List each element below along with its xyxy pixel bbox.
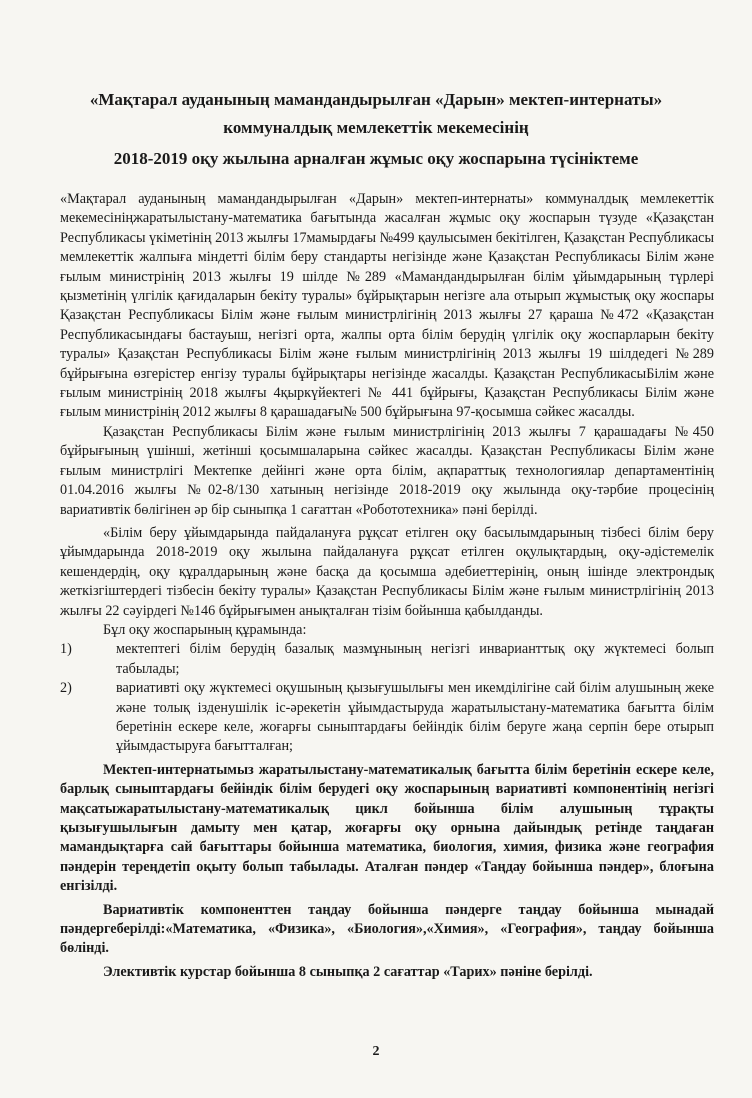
list-item-number: 2) [60, 680, 72, 697]
list-item-text: вариативті оқу жүктемесі оқушының қызығушылығы мен икемділігіне сай білім алушының жеке және толық ізденушілік іс-әрекетін ұйымдастыруда жаратылыстану-математика бағытта білім беретінін ескере келе, жоғарғы сыныптардағы бейіндік білім беруге жаңа серпін бере отырып ұйымдастыруға бағытталған; [116, 680, 714, 755]
list-item-number: 1) [60, 641, 72, 658]
paragraph-composition: Бұл оқу жоспарының құрамында: [103, 621, 307, 638]
paragraph-robotics: Қазақстан Республикасы Білім және ғылым министрлігінің 2013 жылғы 7 қарашадағы №450 бұйрығының үшінші, жетінші қосымшаларына сәйкес жасалды. Қазақстан Республикасы Білім және ғылым министрлігі Мектепке дейінгі және орта білім, ақпараттық технологиялар департаментінің 01.04.2016 жылғы №02-8/130 хатының негізінде 2018-2019 оқу жылында оқу-тәрбие процесінің вариативтік бөлігінен әр бір сыныпқа 1 сағаттан «Робототехника» пәні берілді. [60, 423, 714, 518]
paragraph-intro: «Мақтарал ауданының мамандандырылған «Дарын» мектеп-интернаты» коммуналдық мемлекеттік мекемесініңжаратылыстану-математика бағытында жасалған жұмыс оқу жоспарын түзуде «Қазақстан Республикасы үкіметінің 2013 жылғы 17мамырдағы №499 қаулысымен бекітілген, Қазақстан Республикасы мемлекеттік жалпыға міндетті білім беру стандарты негізінде және Қазақстан Республикасы Білім және ғылым министрінің 2013 жылғы 19 шілде №289 «Мамандандырылған білім ұйымдарының түрлері қызметінің үлгілік қағидаларын бекіту туралы» бұйрықтарын негізге ала отырып жұмыстық оқу жоспары Қазақстан Республикасы Білім және ғылым министрлігінің 2013 жылғы 27 қараша №472 «Қазақстан Республикасындағы бастауыш, негізгі орта, жалпы орта білім берудің үлгілік оқу жоспарларын бекіту туралы» Қазақстан Республикасы Білім және ғылым министрлігінің 2013 жылғы 19 шілдедегі №289 бұйрығына өзгерістер енгізу туралы бұйрықтары негізінде жасалды. Қазақстан РеспубликасыБілім және ғылым министрінің 2018 жылғы 4қыркүйектегі № 441 бұйрығы, Қазақстан Республикасы Білім және ғылым министрінің 2012 жылғы 8 қарашадағы№ 500 бұйрығына 97-қосымша сәйкес жасалды. [60, 191, 714, 421]
paragraph-variative-component: Мектеп-интернатымыз жаратылыстану-математикалық бағытта білім беретінін ескере келе, барлық сыныптардағы бейіндік білім берудегі оқу жоспарының вариативті компонентінің негізгі мақсатыжаратылыстану-математикалық цикл бойынша білім алушының тұрақты қызығушылығын дамыту мен қатар, жоғарғы оқу орнына дайындық ретінде таңдаған мамандықтарға сай бағыттары бойынша математика, биология, химия, физика және география пәндерін тереңдетіп оқыту болып табылады. Аталған пәндер «Таңдау бойынша пәндер», блоғына енгізілді. [60, 761, 714, 895]
document-body [60, 190, 714, 982]
list-item-text: мектептегі білім берудің базалық мазмұнының негізгі инварианттық оқу жүктемесі болып табылады; [116, 641, 714, 677]
document-title-line-3: 2018-2019 оқу жылына арналған жұмыс оқу жоспарына түсініктеме [113, 149, 639, 168]
list-item [60, 640, 714, 679]
paragraph-elective-subjects: Вариативтік компоненттен таңдау бойынша пәндерге таңдау бойынша мынадай пәндергеберілді:«Математика, «Физика», «Биология»,«Химия», «География», таңдау бойынша бөлінді. [60, 901, 714, 957]
paragraph-textbooks: «Білім беру ұйымдарында пайдалануға рұқсат етілген оқу басылымдарының тізбесі білім беру ұйымдарында 2018-2019 оқу жылына пайдалануға рұқсат етілген оқулықтардың, оқу-әдістемелік кешендердің, оқу құралдарының және басқа да қосымша әдебиеттерінің, оның ішінде электрондық жеткізгіштердегі тізбесін бекіту туралы» Қазақстан Республикасы Білім және ғылым министрлігінің 2013 жылғы 22 сәуірдегі №146 бұйрығымен анықталған тізім бойынша қабылданды. [60, 524, 714, 619]
document-title-line-2: коммуналдық мемлекеттік мекемесінің [223, 118, 529, 137]
document-title-line-1: «Мақтарал ауданының мамандандырылған «Дарын» мектеп-интернаты» [89, 90, 663, 109]
paragraph-elective-courses: Элективтік курстар бойынша 8 сыныпқа 2 сағаттар «Тарих» пәніне берілді. [103, 963, 593, 980]
list-item [60, 679, 714, 757]
page-number: 2 [372, 1044, 380, 1059]
